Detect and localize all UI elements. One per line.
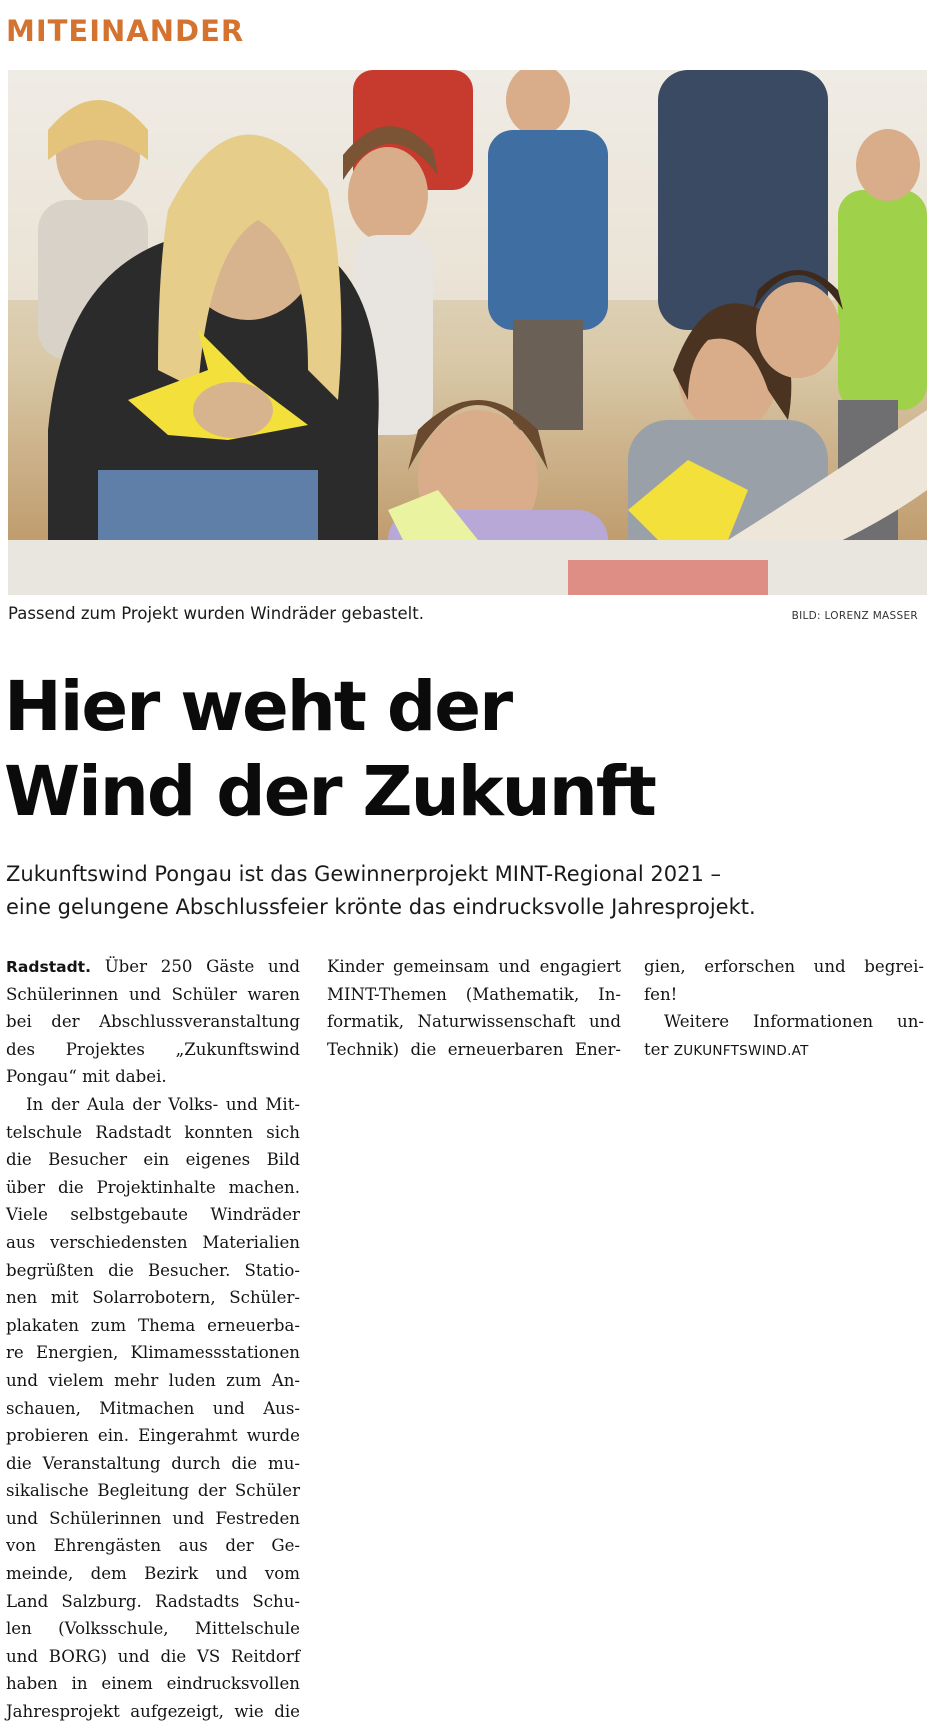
text-line: meinde, dem Bezirk und vom: [6, 1564, 300, 1584]
text-line: telschule Radstadt konnten sich: [6, 1122, 300, 1142]
text-line: nen mit Solarrobotern, Schüler-: [6, 1288, 300, 1308]
text-line: Jahresprojekt aufgezeigt, wie die: [6, 1702, 300, 1722]
text-line: gien, erforschen und begrei-: [644, 957, 924, 976]
text-line: die Veranstaltung durch die mu-: [6, 1453, 300, 1473]
text-line: Pongau“ mit dabei.: [6, 1067, 167, 1087]
text-line: und Schülerinnen und Festreden: [6, 1508, 300, 1528]
text-line: re Energien, Klimamessstationen: [6, 1343, 300, 1363]
text-line: schauen, Mitmachen und Aus-: [6, 1398, 300, 1418]
subheadline: [6, 858, 756, 924]
headline-line-1: Hier weht der: [4, 667, 512, 747]
text-line: Viele selbstgebaute Windräder: [6, 1205, 300, 1225]
text-line: und vielem mehr luden zum An-: [6, 1370, 300, 1390]
text-line: ter ZUKUNFTSWIND.AT: [644, 1039, 809, 1059]
photo-credit: BILD: LORENZ MASSER: [791, 610, 918, 622]
photo-caption: Passend zum Projekt wurden Windräder gebastelt.: [8, 604, 424, 623]
text-line: die Besucher ein eigenes Bild: [6, 1150, 300, 1170]
section-label: MITEINANDER: [6, 14, 245, 48]
headline-line-2: Wind der Zukunft: [4, 752, 655, 832]
text-line: MINT-Themen (Mathematik, In-: [327, 984, 621, 1004]
text-line: Land Salzburg. Radstadts Schu-: [6, 1591, 300, 1611]
text-column-1: [6, 953, 300, 1726]
text-line: len (Volksschule, Mittelschule: [6, 1619, 300, 1639]
photo-illustration: [8, 70, 927, 595]
text-line: Schülerinnen und Schüler waren: [6, 984, 300, 1004]
dateline: Radstadt.: [6, 958, 91, 976]
text-line: haben in einem eindrucksvollen: [6, 1674, 300, 1694]
text-line: Radstadt. Über 250 Gäste und: [6, 957, 300, 976]
text-line: aus verschiedensten Materialien: [6, 1232, 300, 1252]
text-line: formatik, Naturwissenschaft und: [327, 1012, 621, 1032]
subheadline-line-2: eine gelungene Abschlussfeier krönte das eindrucksvolle Jahresprojekt.: [6, 895, 756, 919]
text-line: des Projektes „Zukunftswind: [6, 1039, 300, 1059]
text-line: probieren ein. Eingerahmt wurde: [6, 1426, 300, 1446]
article-photo: [8, 70, 927, 595]
text-line: fen!: [644, 984, 678, 1004]
text-line: In der Aula der Volks- und Mit-: [26, 1094, 300, 1114]
text-column-3: [644, 953, 924, 1063]
text-line: über die Projektinhalte machen.: [6, 1177, 300, 1197]
text-column-2: [327, 953, 621, 1063]
text-line: sikalische Begleitung der Schüler: [6, 1481, 300, 1501]
website-link[interactable]: ZUKUNFTSWIND.AT: [673, 1042, 809, 1059]
subheadline-line-1: Zukunftswind Pongau ist das Gewinnerprojekt MINT-Regional 2021 –: [6, 862, 722, 886]
headline: [4, 665, 655, 835]
text-line: begrüßten die Besucher. Statio-: [6, 1260, 300, 1280]
text-line: plakaten zum Thema erneuerba-: [6, 1315, 300, 1335]
text-line: Kinder gemeinsam und engagiert: [327, 957, 621, 976]
text-line: bei der Abschlussveranstaltung: [6, 1012, 300, 1032]
text-line: Weitere Informationen un-: [664, 1012, 924, 1032]
text-line: von Ehrengästen aus der Ge-: [6, 1536, 300, 1556]
text-line: Technik) die erneuerbaren Ener-: [327, 1039, 621, 1059]
text-line: und BORG) und die VS Reitdorf: [6, 1646, 300, 1666]
